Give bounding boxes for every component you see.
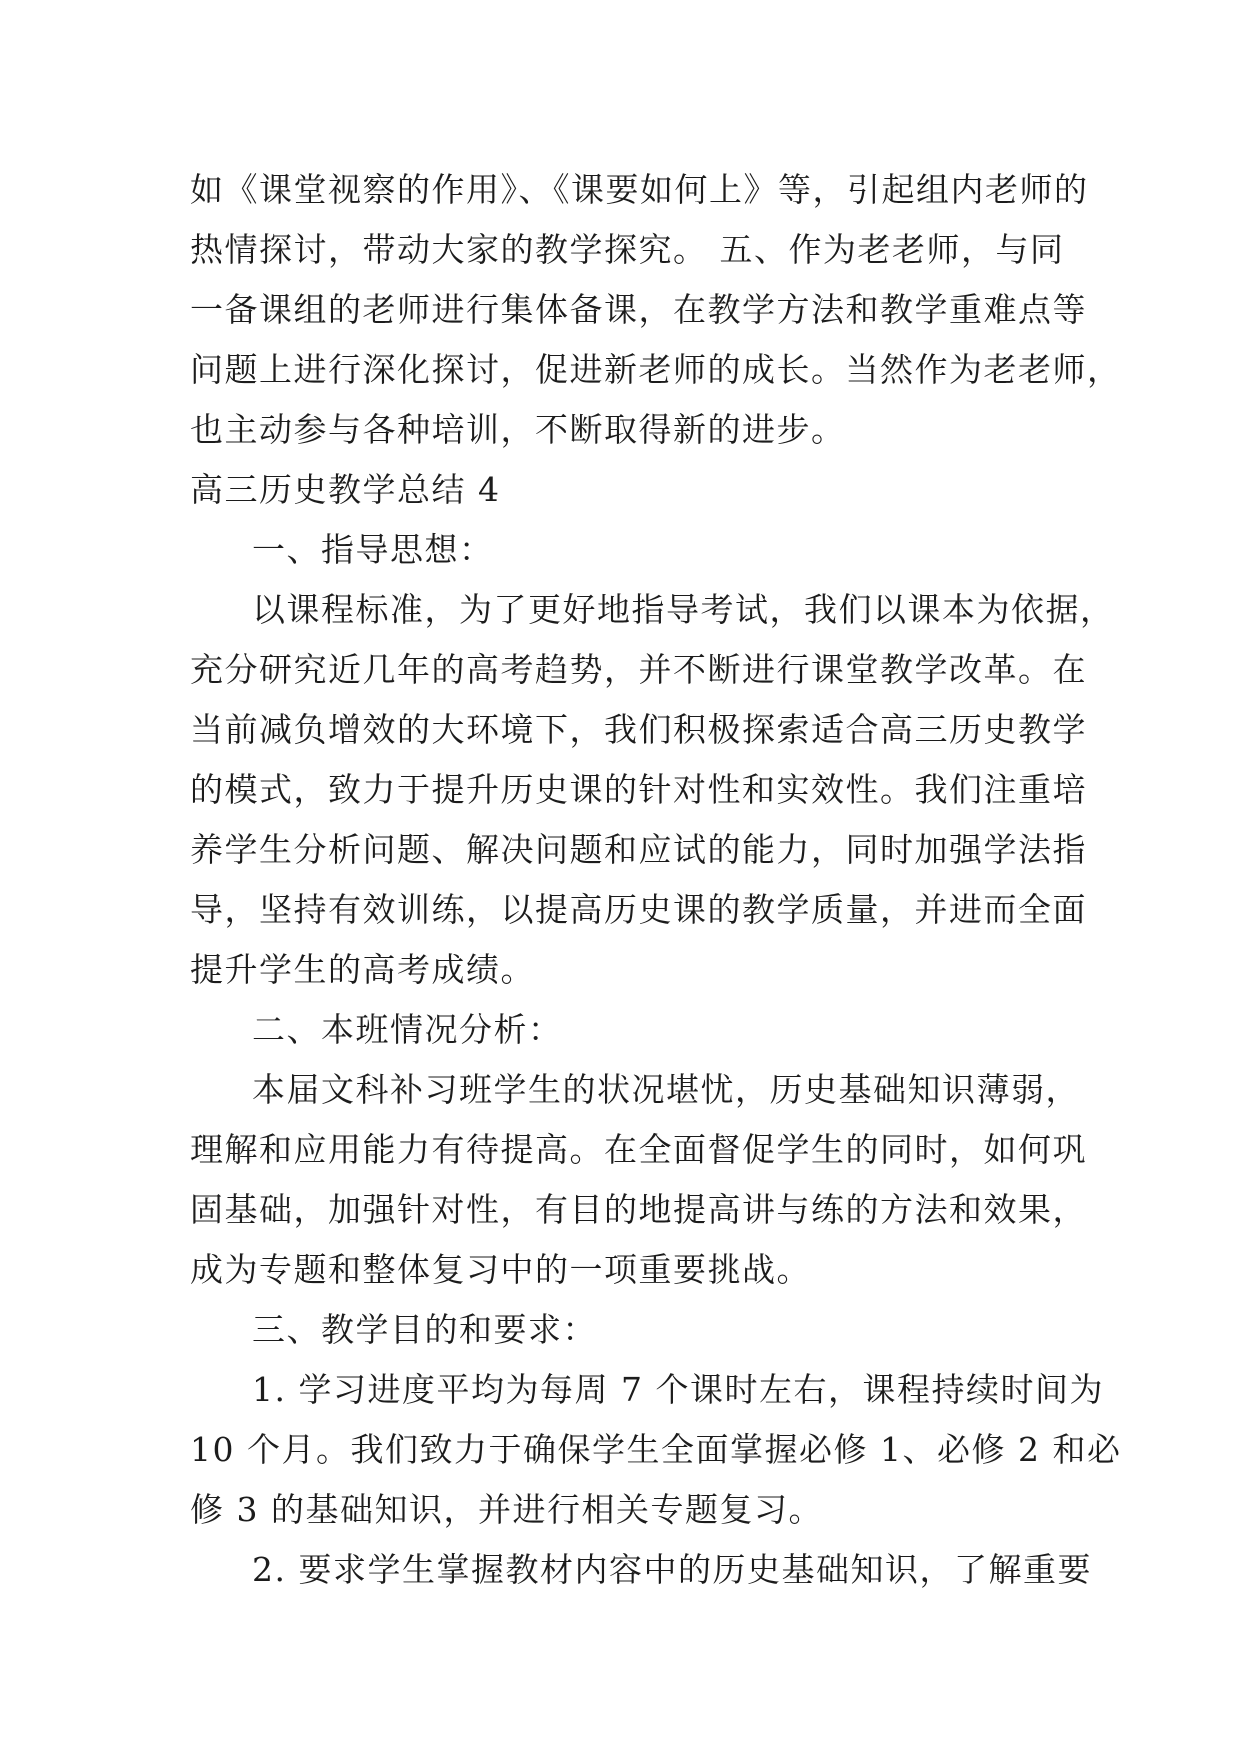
document-body: [190, 160, 1122, 1600]
paragraph-line: 充分研究近几年的高考趋势，并不断进行课堂教学改革。在: [190, 650, 1087, 689]
paragraph-line: 如《课堂视察的作用》、《课要如何上》等，引起组内老师的: [190, 170, 1089, 209]
paragraph-line: 的模式，致力于提升历史课的针对性和实效性。我们注重培: [190, 770, 1087, 809]
paragraph-line: 导，坚持有效训练，以提高历史课的教学质量，并进而全面: [190, 890, 1087, 929]
section-title: 高三历史教学总结 4: [190, 470, 501, 509]
section-heading: 一、指导思想：: [252, 530, 494, 569]
paragraph-line: 以课程标准，为了更好地指导考试，我们以课本为依据，: [252, 590, 1115, 629]
paragraph-line: 当前减负增效的大环境下，我们积极探索适合高三历史教学: [190, 710, 1087, 749]
paragraph-line: 修 3 的基础知识，并进行相关专题复习。: [190, 1490, 823, 1529]
paragraph-line: 2. 要求学生掌握教材内容中的历史基础知识，了解重要: [252, 1550, 1092, 1589]
paragraph-line: 固基础，加强针对性，有目的地提高讲与练的方法和效果，: [190, 1190, 1087, 1229]
paragraph-line: 问题上进行深化探讨，促进新老师的成长。当然作为老老师，: [190, 350, 1122, 389]
paragraph-line: 成为专题和整体复习中的一项重要挑战。: [190, 1250, 811, 1289]
paragraph-line: 1. 学习进度平均为每周 7 个课时左右，课程持续时间为: [252, 1370, 1104, 1409]
paragraph-line: 热情探讨，带动大家的教学探究。 五、作为老老师，与同: [190, 230, 1065, 269]
paragraph-line: 理解和应用能力有待提高。在全面督促学生的同时，如何巩: [190, 1130, 1087, 1169]
paragraph-line: 一备课组的老师进行集体备课，在教学方法和教学重难点等: [190, 290, 1087, 329]
section-heading: 二、本班情况分析：: [252, 1010, 563, 1049]
paragraph-line: 10 个月。我们致力于确保学生全面掌握必修 1、必修 2 和必: [190, 1430, 1122, 1469]
paragraph-line: 也主动参与各种培训，不断取得新的进步。: [190, 410, 846, 449]
paragraph-line: 提升学生的高考成绩。: [190, 950, 535, 989]
paragraph-line: 本届文科补习班学生的状况堪忧，历史基础知识薄弱，: [252, 1070, 1080, 1109]
paragraph-line: 养学生分析问题、解决问题和应试的能力，同时加强学法指: [190, 830, 1087, 869]
section-heading: 三、教学目的和要求：: [252, 1310, 597, 1349]
